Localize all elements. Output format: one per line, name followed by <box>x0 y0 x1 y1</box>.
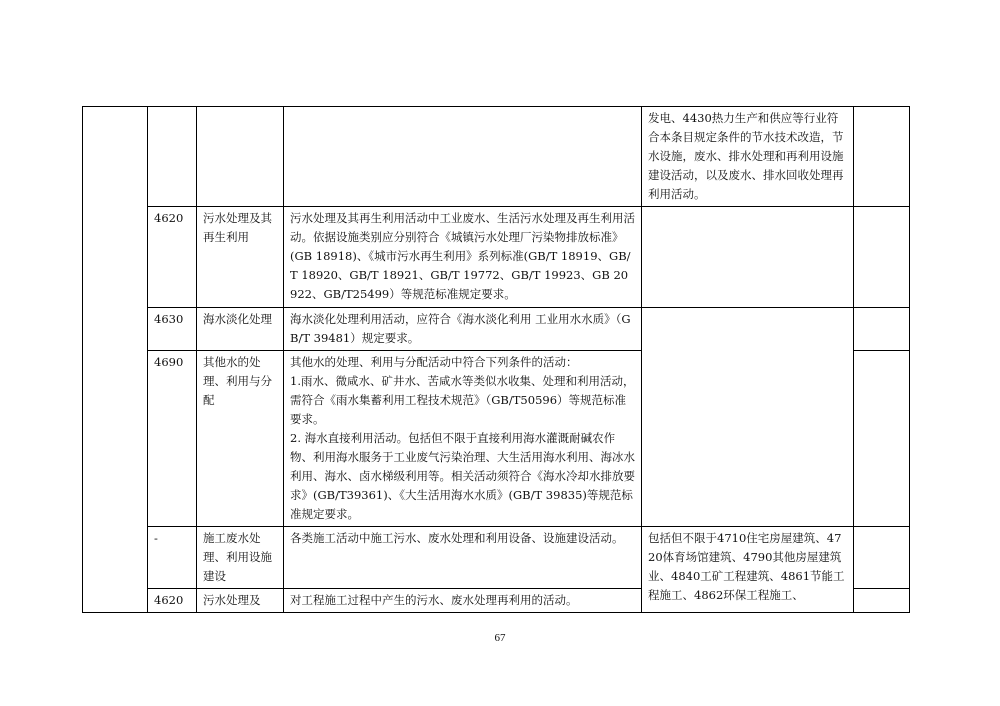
code-cell <box>148 107 197 207</box>
name-cell: 其他水的处理、利用与分配 <box>197 351 284 527</box>
code-cell: 4630 <box>148 308 197 351</box>
requirement-cell: 对工程施工过程中产生的污水、废水处理再利用的活动。 <box>284 589 642 613</box>
requirement-item-2: 2. 海水直接利用活动。包括但不限于直接利用海水灌溉耐碱农作物、利用海水服务于工业废气污染治理、大生活用海水利用、海冰水利用、海水、卤水梯级利用等。相关活动须符合《海水冷却水排放要求》(GB/T39361)、《大生活用海水水质》(GB/T 39835)等规范标准规定要求。 <box>290 431 635 521</box>
code-cell: - <box>148 527 197 589</box>
note-cell <box>854 308 910 351</box>
note-cell <box>854 107 910 207</box>
code-cell: 4620 <box>148 589 197 613</box>
category-column-cell <box>83 107 148 613</box>
scope-cell: 发电、4430热力生产和供应等行业符合本条目规定条件的节水技术改造，节水设施，废水、排水处理和再利用设施建设活动，以及废水、排水回收处理再利用活动。 <box>642 107 854 207</box>
code-cell: 4690 <box>148 351 197 527</box>
requirement-item-1: 1.雨水、微咸水、矿井水、苦咸水等类似水收集、处理和利用活动，需符合《雨水集蓄利用工程技术规范》（GB/T50596）等规范标准要求。 <box>290 374 635 426</box>
scope-cell-merged <box>642 308 854 527</box>
table-row <box>83 308 910 351</box>
name-cell: 海水淡化处理 <box>197 308 284 351</box>
requirement-cell: 海水淡化处理利用活动，应符合《海水淡化利用 工业用水水质》（GB/T 39481）规定要求。 <box>284 308 642 351</box>
note-cell <box>854 207 910 308</box>
requirement-cell <box>284 107 642 207</box>
industry-classification-table <box>82 106 910 613</box>
table-row <box>83 207 910 308</box>
scope-cell: 包括但不限于4710住宅房屋建筑、4720体育场馆建筑、4790其他房屋建筑业、4840工矿工程建筑、4861节能工程施工、4862环保工程施工、 <box>642 527 854 613</box>
scope-cell <box>642 207 854 308</box>
requirement-cell: 各类施工活动中施工污水、废水处理和利用设备、设施建设活动。 <box>284 527 642 589</box>
name-cell: 施工废水处理、利用设施建设 <box>197 527 284 589</box>
note-cell <box>854 351 910 527</box>
name-cell: 污水处理及其再生利用 <box>197 207 284 308</box>
table-row <box>83 527 910 589</box>
requirement-cell <box>284 351 642 527</box>
code-cell: 4620 <box>148 207 197 308</box>
requirement-cell: 污水处理及其再生利用活动中工业废水、生活污水处理及再生利用活动。依据设施类别应分别符合《城镇污水处理厂污染物排放标准》(GB 18918)、《城市污水再生利用》系列标准(GB/T 18919、GB/T 18920、GB/T 18921、GB/T 19772、GB/T 19923、GB 20922、GB/T25499）等规范标准规定要求。 <box>284 207 642 308</box>
name-cell: 污水处理及 <box>197 589 284 613</box>
page-number: 67 <box>494 632 506 644</box>
note-cell <box>854 589 910 613</box>
table-row <box>83 107 910 207</box>
note-cell <box>854 527 910 589</box>
name-cell <box>197 107 284 207</box>
requirement-intro: 其他水的处理、利用与分配活动中符合下列条件的活动： <box>290 355 578 369</box>
